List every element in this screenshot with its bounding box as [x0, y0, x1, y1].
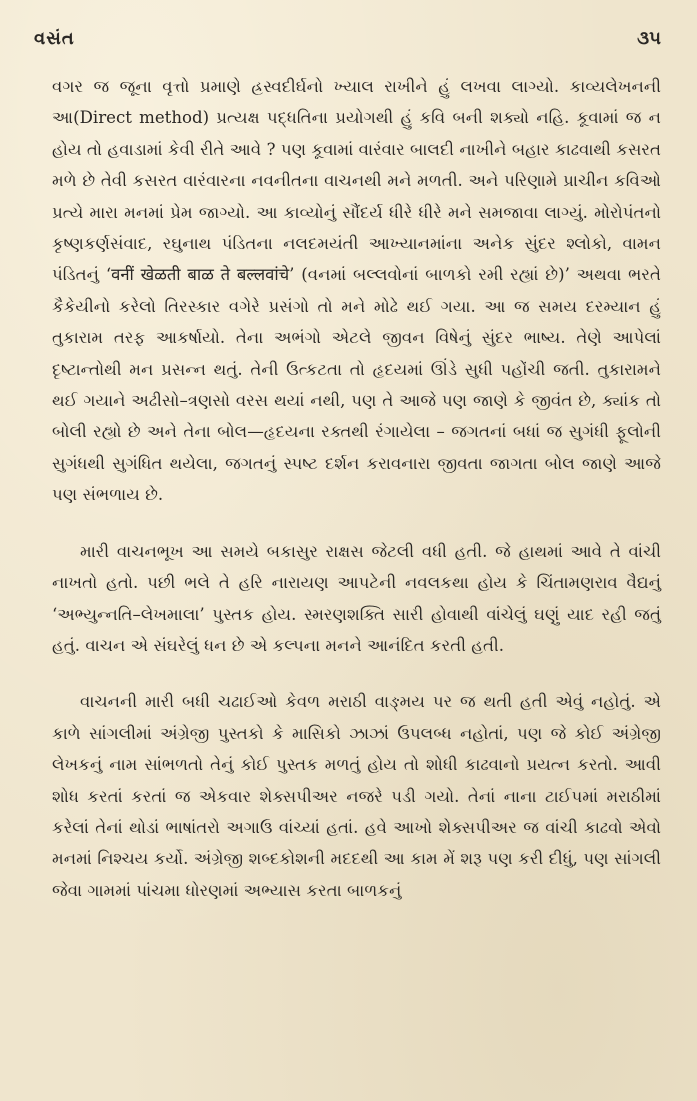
body-paragraph-1: વગર જ જૂના વૃત્તો પ્રમાણે હ્રસ્વદીર્ઘનો ખ્યાલ રાખીને હું લખવા લાગ્યો. કાવ્યલેખનની આ(Direct method) પ્રત્યક્ષ પદ્ધતિના પ્રયોગથી હું કવિ બની શક્યો નહિ. કૂવામાં જ ન હોય તો હવાડામાં કેવી રીતે આવે ? પણ કૂવામાં વારંવાર બાલદી નાખીને બહાર કાઢવાથી કસરત મળે છે તેવી કસરત વારંવારના નવનીતના વાચનથી મને મળતી. અને પરિણામે પ્રાચીન કવિઓ પ્રત્યે મારા મનમાં પ્રેમ જાગ્યો. આ કાવ્યોનું સૌંદર્ય ધીરે ધીરે મને સમજાવા લાગ્યું. મોરોપંતનો કૃષ્ણકર્ણસંવાદ, રઘુનાથ પંડિતના નલદમયંતી આખ્યાનમાંના અનેક સુંદર શ્લોકો, વામન પંડિતનું ‘वनीं खेळती बाळ ते बल्लवांचे’ (વનમાં બલ્લવોનાં બાળકો રમી રહ્યાં છે)’ અથવા ભરતે કૈકેયીનો કરેલો તિરસ્કાર વગેરે પ્રસંગો તો મને મોઢે થઈ ગયા. આ જ સમય દરમ્યાન હું તુકારામ તરફ આકર્ષાયો. તેના અભંગો એટલે જીવન વિષેનું સુંદર ભાષ્ય. તેણે આપેલાં દૃષ્ટાન્તોથી મન પ્રસન્ન થતું. તેની ઉત્કટતા તો હૃદયમાં ઊંડે સુધી પહોંચી જતી. તુકારામને થઈ ગયાને અઢીસો–ત્રણસો વરસ થયાં નથી, પણ તે આજે પણ જાણે કે જીવંત છે, ક્યાંક તો બોલી રહ્યો છે અને તેના બોલ—હૃદયના રક્તથી રંગાયેલા – જગતનાં બધાં જ સુગંધી ફૂલોની સુગંધથી સુગંધિત થયેલા, જગતનું સ્પષ્ટ દર્શન કરાવનારા જીવતા જાગતા બોલ જાણે આજે પણ સંભળાય છે. — [52, 77, 661, 505]
page-number: ૩૫ — [637, 28, 661, 49]
running-head-title: વસંત — [34, 28, 75, 49]
body-paragraph-2: મારી વાચનભૂખ આ સમયે બકાસુર રાક્ષસ જેટલી વધી હતી. જે હાથમાં આવે તે વાંચી નાખતો હતો. પછી ભલે તે હરિ નારાયણ આપટેની નવલકથા હોય કે ચિંતામણરાવ વૈદ્યનું ‘અભ્યુન્નતિ–લેખમાલા’ પુસ્તક હોય. સ્મરણશક્તિ સારી હોવાથી વાંચેલું ઘણું યાદ રહી જતું હતું. વાચન એ સંઘરેલું ધન છે એ કલ્પના મનને આનંદિત કરતી હતી. — [52, 541, 661, 655]
running-head — [34, 28, 661, 49]
body-paragraph-3: વાચનની મારી બધી ચઢાઈઓ કેવળ મરાઠી વાઙ્મય પર જ થતી હતી એવું નહોતું. એ કાળે સાંગલીમાં અંગ્રેજી પુસ્તકો કે માસિકો ઝાઝાં ઉપલબ્ધ નહોતાં, પણ જે કોઈ અંગ્રેજી લેખકનું નામ સાંભળતો તેનું કોઈ પુસ્તક મળતું હોય તો શોધી કાઢવાનો પ્રયત્ન કરતો. આવી શોધ કરતાં કરતાં જ એકવાર શેક્સપીઅર નજરે પડી ગયો. તેનાં નાના ટાઈપમાં મરાઠીમાં કરેલાં તેનાં થોડાં ભાષાંતરો અગાઉ વાંચ્યાં હતાં. હવે આખો શેક્સપીઅર જ વાંચી કાઢવો એવો મનમાં નિશ્ચય કર્યો. અંગ્રેજી શબ્દકોશની મદદથી આ કામ મેં શરૂ પણ કરી દીધું, પણ સાંગલી જેવા ગામમાં પાંચમા ધોરણમાં અભ્યાસ કરતા બાળકનું — [52, 692, 661, 900]
